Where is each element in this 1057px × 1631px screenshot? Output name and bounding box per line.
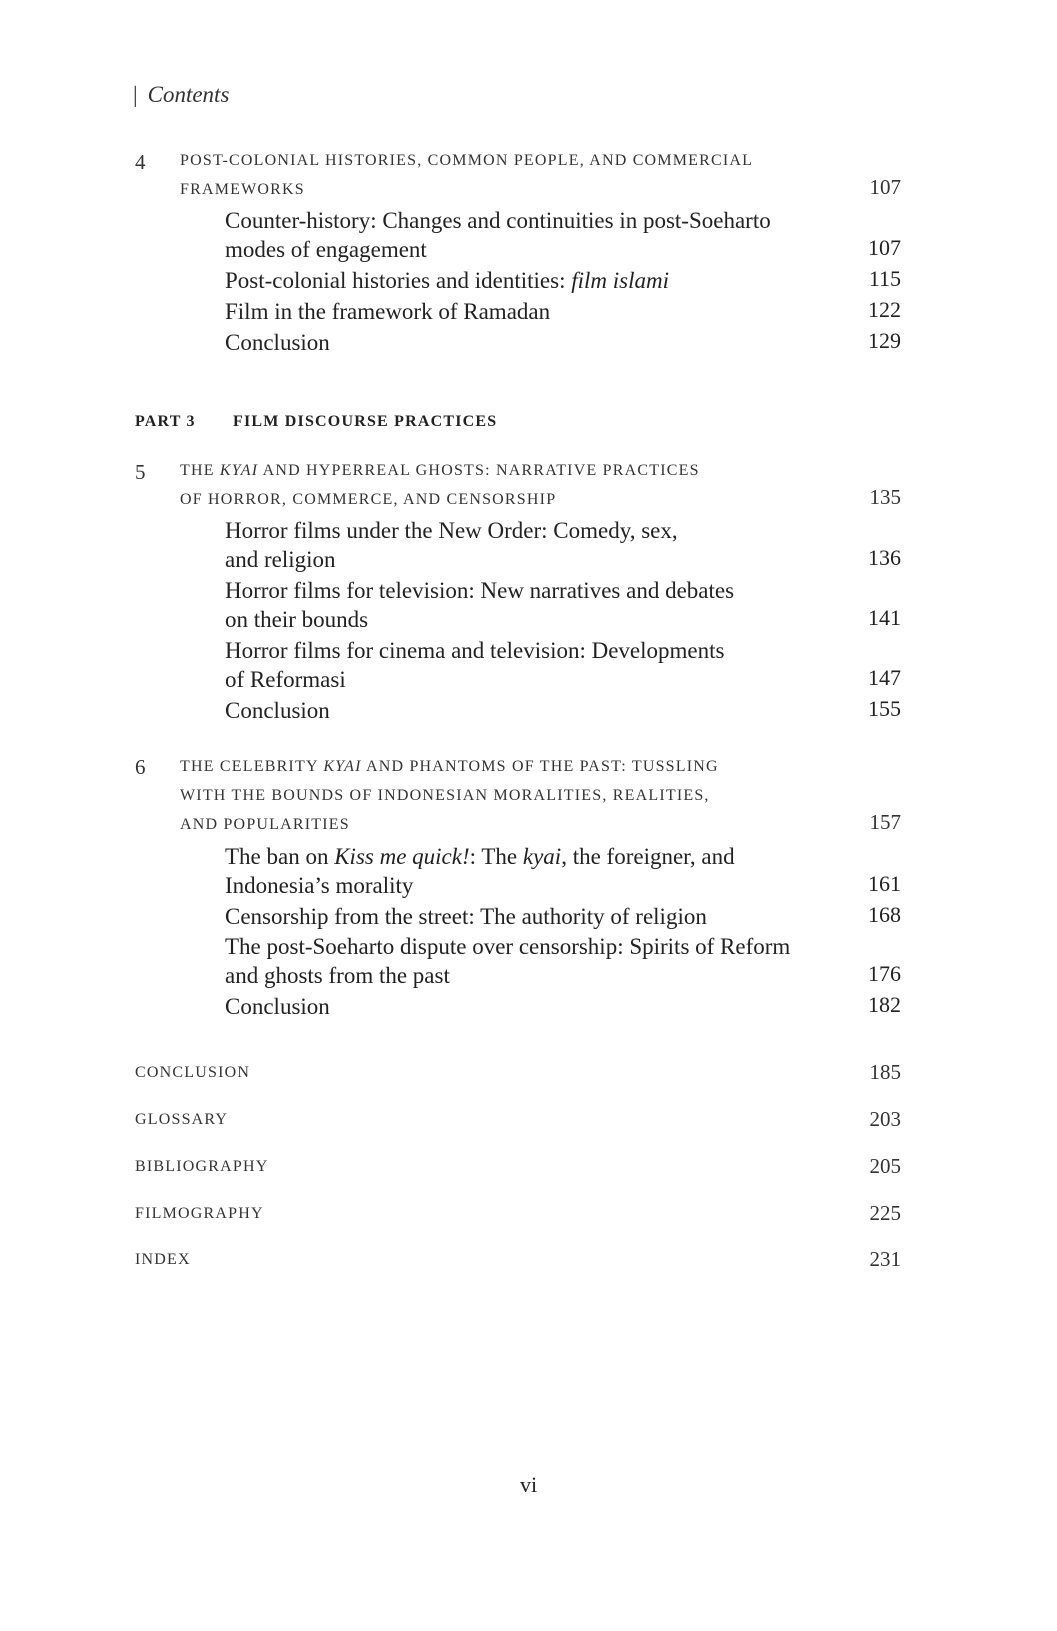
chapter-5-title-line1 (180, 456, 820, 485)
chapter-5-section-2-page: 141 (868, 605, 901, 630)
chapter-5-section-4: Conclusion (225, 698, 330, 723)
section-text-italic: Kiss me quick! (334, 844, 470, 869)
title-text: AND HYPERREAL GHOSTS: NARRATIVE PRACTICES (258, 462, 700, 479)
chapter-6-section-4: Conclusion (225, 994, 330, 1019)
section-line1: Counter-history: Changes and continuities in post-Soeharto (225, 208, 771, 233)
chapter-6-section-2: Censorship from the street: The authority of religion (225, 904, 707, 929)
chapter-5-section-4-page: 155 (868, 696, 901, 721)
chapter-5-section-3-page: 147 (868, 665, 901, 690)
section-text: The ban on (225, 844, 335, 869)
chapter-5-section-2 (225, 576, 845, 634)
back-matter-index: INDEX (135, 1251, 191, 1268)
section-line1: Horror films for cinema and television: Developments (225, 638, 725, 663)
running-head-title: Contents (147, 82, 230, 107)
back-matter-filmography-page: 225 (869, 1201, 901, 1225)
section-text-italic: kyai (522, 844, 562, 869)
chapter-6-section-1-page: 161 (868, 871, 901, 896)
section-line2: of Reformasi (225, 667, 346, 692)
section-text: Post-colonial histories and identities: (225, 268, 572, 293)
running-head (133, 82, 229, 108)
chapter-5-section-3 (225, 636, 845, 694)
chapter-6-section-3-page: 176 (868, 961, 901, 986)
title-text-italic: KYAI (323, 758, 362, 775)
chapter-6-section-3 (225, 932, 845, 990)
chapter-4-page: 107 (869, 175, 901, 199)
title-text-italic: KYAI (219, 462, 259, 479)
chapter-6-page: 157 (869, 810, 901, 834)
section-line2: on their bounds (225, 607, 369, 632)
chapter-5-number: 5 (135, 460, 146, 484)
chapter-6-section-1 (225, 842, 845, 900)
chapter-6-title-line3: AND POPULARITIES (180, 816, 350, 833)
running-head-rule: | (133, 82, 138, 107)
chapter-4-title (180, 146, 820, 204)
chapter-4-section-2-page: 115 (868, 266, 901, 291)
back-matter-glossary-page: 203 (869, 1107, 901, 1131)
chapter-5-page: 135 (869, 485, 901, 509)
back-matter-bibliography: BIBLIOGRAPHY (135, 1158, 269, 1175)
section-line1 (225, 842, 845, 871)
part-3-label: PART 3 (135, 413, 196, 430)
back-matter-index-page: 231 (869, 1247, 901, 1271)
section-line2: modes of engagement (225, 237, 427, 262)
section-line1: Horror films under the New Order: Comedy, sex, (225, 518, 678, 543)
section-text-italic: film islami (571, 268, 670, 293)
chapter-4-title-line2: FRAMEWORKS (180, 181, 305, 198)
chapter-4-section-1-page: 107 (868, 235, 901, 260)
chapter-4-section-1 (225, 206, 845, 264)
title-text: AND PHANTOMS OF THE PAST: TUSSLING (361, 758, 719, 775)
chapter-5-section-1-page: 136 (868, 545, 901, 570)
title-text: THE (180, 462, 220, 479)
chapter-5-title (180, 456, 820, 514)
chapter-5-title-line2: OF HORROR, COMMERCE, AND CENSORSHIP (180, 491, 557, 508)
part-3-title: FILM DISCOURSE PRACTICES (233, 413, 498, 430)
chapter-6-title (180, 752, 820, 839)
chapter-4-title-line1: POST-COLONIAL HISTORIES, COMMON PEOPLE, AND COMMERCIAL (180, 152, 754, 169)
chapter-4-section-3-page: 122 (868, 297, 901, 322)
chapter-6-number: 6 (135, 755, 146, 779)
section-line2: and religion (225, 547, 336, 572)
section-line1: Horror films for television: New narratives and debates (225, 578, 735, 603)
back-matter-bibliography-page: 205 (869, 1154, 901, 1178)
chapter-4-section-4: Conclusion (225, 330, 330, 355)
chapter-6-section-2-page: 168 (868, 902, 901, 927)
chapter-6-title-line2: WITH THE BOUNDS OF INDONESIAN MORALITIES, REALITIES, (180, 787, 710, 804)
back-matter-filmography: FILMOGRAPHY (135, 1205, 264, 1222)
chapter-6-section-4-page: 182 (868, 992, 901, 1017)
chapter-5-section-1 (225, 516, 845, 574)
section-text: : The (469, 844, 523, 869)
chapter-4-section-3: Film in the framework of Ramadan (225, 299, 551, 324)
chapter-6-title-line1 (180, 752, 820, 781)
section-line1: The post-Soeharto dispute over censorship: Spirits of Reform (225, 934, 791, 959)
section-text: , the foreigner, and (561, 844, 735, 869)
chapter-4-section-4-page: 129 (868, 328, 901, 353)
title-text: THE CELEBRITY (180, 758, 324, 775)
section-line2: Indonesia’s morality (225, 873, 414, 898)
back-matter-glossary: GLOSSARY (135, 1111, 229, 1128)
section-line2: and ghosts from the past (225, 963, 450, 988)
page-number: vi (519, 1472, 538, 1497)
chapter-4-section-2 (225, 266, 845, 295)
back-matter-conclusion-page: 185 (869, 1060, 901, 1084)
back-matter-conclusion: CONCLUSION (135, 1064, 251, 1081)
chapter-4-number: 4 (135, 150, 146, 174)
